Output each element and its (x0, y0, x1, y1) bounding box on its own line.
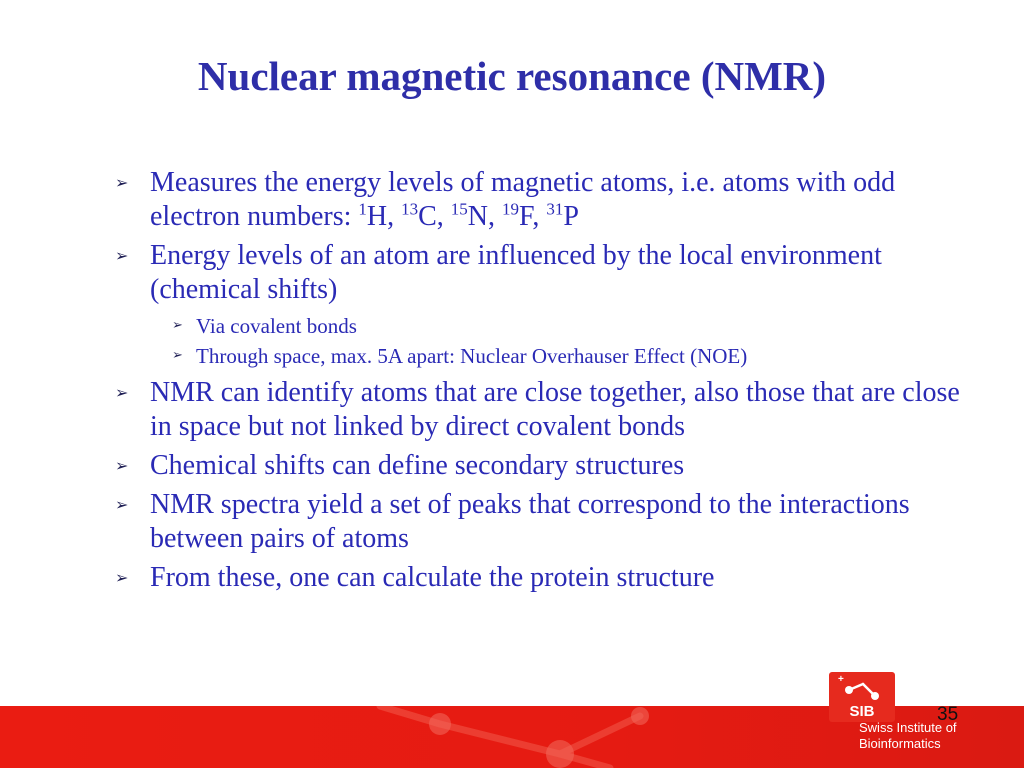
isotope-superscript: 1 (358, 199, 367, 219)
bullet-text: Chemical shifts can define secondary structures (150, 450, 685, 481)
bullet-item (115, 449, 975, 483)
isotope-superscript: 31 (546, 199, 564, 219)
sub-bullet-list (160, 311, 975, 371)
bullet-text: NMR can identify atoms that are close together, also those that are close in space but not linked by direct covalent bonds (150, 377, 960, 442)
sub-bullet-item (160, 311, 975, 341)
bullet-text: Measures the energy levels of magnetic atoms, i.e. atoms with odd electron numbers: $^1$H, $^{13}$C, $^{15}$N, $^{19}$F, $^{31}$P (150, 167, 896, 232)
bullet-text: Energy levels of an atom are influenced by the local environment (chemical shifts) (150, 240, 882, 305)
logo-mark: SIB (849, 703, 875, 720)
sub-bullet-text: Via covalent bonds (196, 314, 357, 338)
logo-caption (859, 720, 957, 752)
sub-bullet-item (160, 341, 975, 371)
bullet-item (115, 561, 975, 595)
page-number: 35 (937, 704, 959, 725)
isotope-superscript: 15 (450, 199, 468, 219)
arrow-bullet-icon: ➢ (115, 568, 129, 587)
svg-text:+: + (838, 674, 844, 685)
isotope-superscript: 19 (502, 199, 520, 219)
sub-bullet-text: Through space, max. 5A apart: Nuclear Overhauser Effect (NOE) (196, 344, 748, 368)
arrow-bullet-icon: ➢ (172, 318, 183, 333)
bullet-item (115, 239, 975, 371)
isotope-superscript: 13 (401, 199, 419, 219)
arrow-bullet-icon: ➢ (115, 495, 129, 514)
arrow-bullet-icon: ➢ (172, 348, 183, 363)
sib-logo-icon (829, 672, 895, 722)
arrow-bullet-icon: ➢ (115, 456, 129, 475)
bullet-item (115, 376, 975, 444)
logo-caption-line: Bioinformatics (859, 736, 941, 751)
bullet-item (115, 166, 975, 234)
bullet-text: From these, one can calculate the protein structure (150, 562, 715, 593)
bullet-text: NMR spectra yield a set of peaks that correspond to the interactions between pairs of atoms (150, 489, 910, 554)
slide-title: Nuclear magnetic resonance (NMR) (197, 53, 827, 99)
arrow-bullet-icon: ➢ (115, 383, 129, 402)
arrow-bullet-icon: ➢ (115, 246, 129, 265)
bullet-list (115, 166, 975, 600)
logo-caption-line: Swiss Institute of (859, 720, 957, 735)
arrow-bullet-icon: ➢ (115, 173, 129, 192)
bullet-item (115, 488, 975, 556)
